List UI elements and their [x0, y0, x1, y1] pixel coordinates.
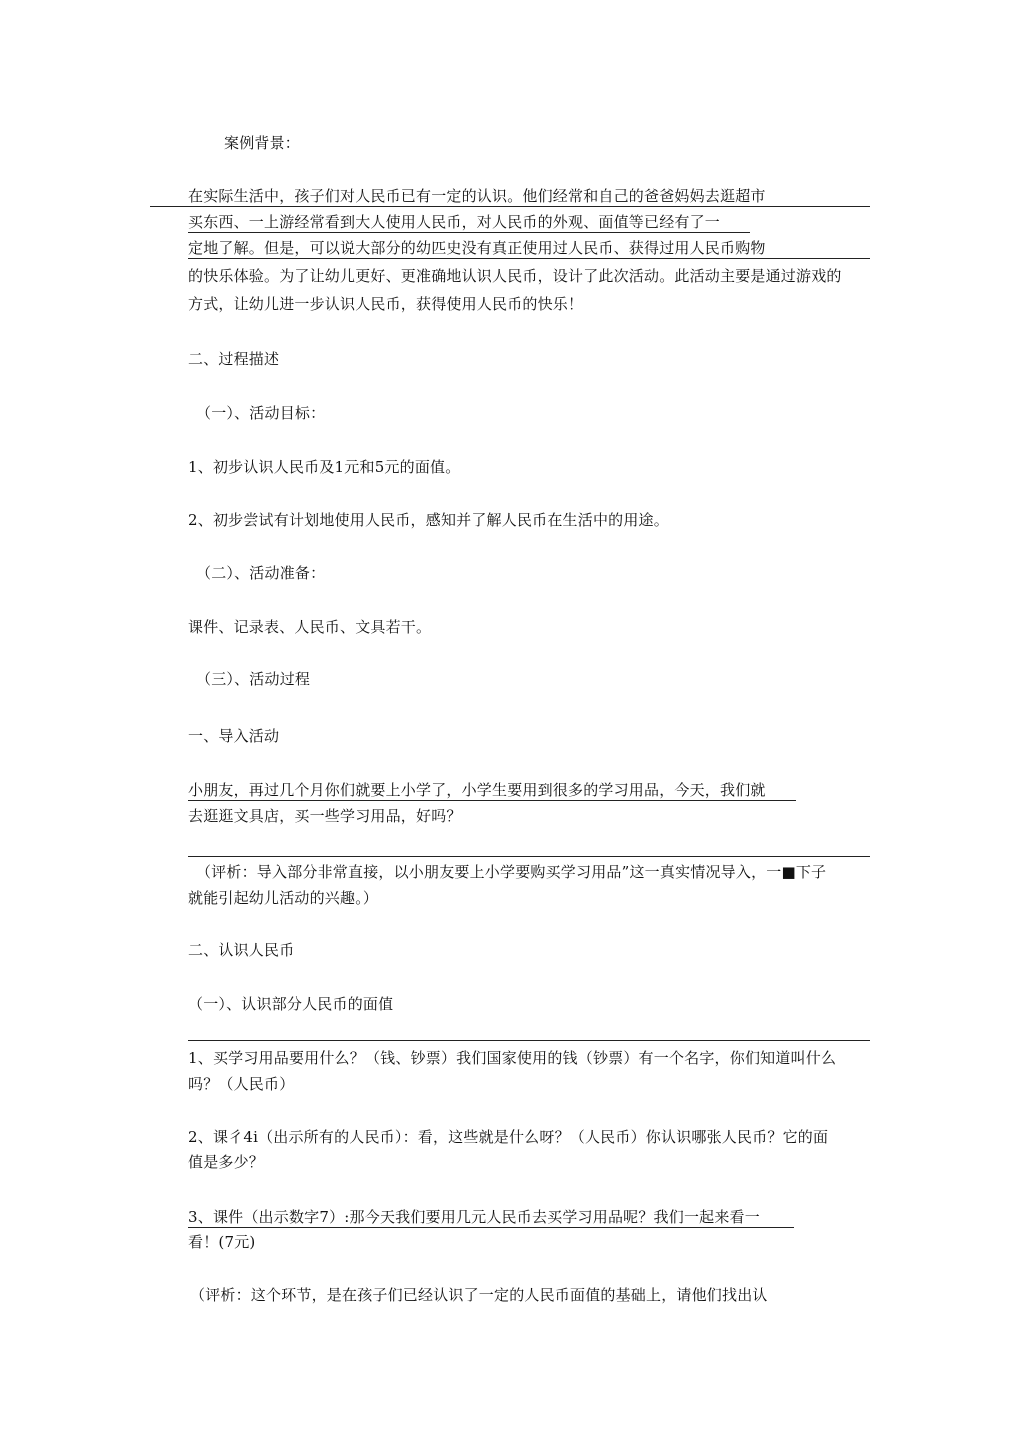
- background-line-3: 定地了解。但是，可以说大部分的幼匹史没有真正使用过人民币、获得过用人民币购物: [188, 239, 766, 257]
- item-3-line-1: 3、课件（出示数字7）:那今天我们要用几元人民币去买学习用品呢？我们一起来看一: [188, 1208, 760, 1226]
- item-2-line-2: 值是多少？: [188, 1153, 265, 1171]
- intro-line-1: 小朋友，再过几个月你们就要上小学了，小学生要用到很多的学习用品，今天，我们就: [188, 781, 766, 799]
- underline: [188, 800, 796, 801]
- underline: [188, 1040, 870, 1041]
- recognize-heading: 二、认识人民币: [188, 941, 295, 959]
- prep-text: 课件、记录表、人民币、文具若干。: [188, 618, 432, 636]
- intro-heading: 一、导入活动: [188, 727, 280, 745]
- final-comment: （评析：这个环节，是在孩子们已经认识了一定的人民币面值的基础上，请他们找出认: [190, 1286, 768, 1304]
- goal-2: 2、初步尝试有计划地使用人民币，感知并了解人民币在生活中的用途。: [188, 511, 669, 529]
- underline: [188, 232, 750, 233]
- intro-comment-line-1: （评析：导入部分非常直接，以小朋友要上小学要购买学习用品”这一真实情况导入，一■下子: [196, 863, 827, 881]
- goal-1: 1、初步认识人民币及1元和5元的面值。: [188, 458, 461, 476]
- underline: [188, 856, 870, 857]
- intro-comment-line-2: 就能引起幼儿活动的兴趣。）: [188, 889, 379, 907]
- goals-heading: （一）、活动目标：: [196, 404, 326, 422]
- prep-heading: （二）、活动准备：: [196, 564, 326, 582]
- background-line-2: 买东西、一上游经常看到大人使用人民币，对人民币的外观、面值等已经有了一: [188, 213, 721, 231]
- process-heading: （三）、活动过程: [196, 670, 311, 688]
- background-line-5: 方式，让幼儿进一步认识人民币，获得使用人民币的快乐！: [188, 295, 584, 313]
- item-3-line-2: 看！(7元): [188, 1233, 256, 1251]
- item-2-line-1: 2、课彳4i（出示所有的人民币）：看，这些就是什么呀？（人民币）你认识哪张人民币？它的面: [188, 1128, 829, 1146]
- underline: [188, 258, 870, 259]
- underline: [150, 206, 870, 207]
- background-line-1: 在实际生活中，孩子们对人民币已有一定的认识。他们经常和自己的爸爸妈妈去逛超市: [188, 187, 766, 205]
- background-heading: 案例背景：: [224, 134, 301, 152]
- recognize-subheading: （一）、认识部分人民币的面值: [188, 995, 394, 1013]
- item-1-line-1: 1、买学习用品要用什么？（钱、钞票）我们国家使用的钱（钞票）有一个名字，你们知道叫什么: [188, 1049, 837, 1067]
- intro-line-2: 去逛逛文具店，买一些学习用品，好吗？: [188, 807, 462, 825]
- section-process-heading: 二、过程描述: [188, 350, 280, 368]
- underline: [188, 1227, 794, 1228]
- background-line-4: 的快乐体验。为了让幼儿更好、更准确地认识人民币，设计了此次活动。此活动主要是通过游戏的: [188, 267, 842, 285]
- item-1-line-2: 吗？（人民币）: [188, 1075, 295, 1093]
